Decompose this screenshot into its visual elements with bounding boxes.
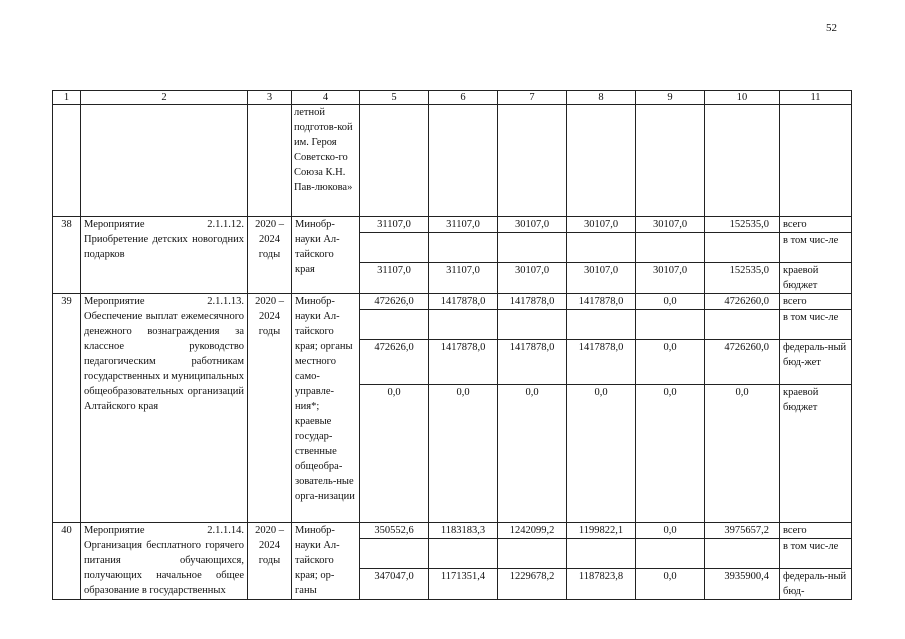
row-number: 39	[53, 294, 81, 523]
value-cell	[498, 539, 567, 569]
value-cell: 1417878,0	[429, 294, 498, 310]
source-cell: всего	[780, 523, 852, 539]
header-cell: 6	[429, 91, 498, 105]
source-cell: федераль-ный бюд-жет	[780, 340, 852, 385]
executor-cell: Минобр-науки Ал-тайского края	[292, 217, 360, 294]
header-cell: 3	[248, 91, 292, 105]
header-cell: 7	[498, 91, 567, 105]
value-cell: 1417878,0	[498, 340, 567, 385]
total-cell: 4726260,0	[705, 340, 780, 385]
value-cell: 0,0	[429, 385, 498, 523]
value-cell	[498, 310, 567, 340]
value-cell: 1417878,0	[567, 294, 636, 310]
table-cell	[498, 105, 567, 217]
header-row	[53, 91, 852, 105]
value-cell: 30107,0	[567, 217, 636, 233]
row-number: 40	[53, 523, 81, 600]
value-cell: 0,0	[636, 569, 705, 600]
value-cell: 30107,0	[498, 263, 567, 294]
header-cell: 1	[53, 91, 81, 105]
value-cell: 30107,0	[636, 217, 705, 233]
period-cell: 2020 – 2024 годы	[248, 523, 292, 600]
table-cell	[780, 105, 852, 217]
value-cell: 472626,0	[360, 294, 429, 310]
source-cell: всего	[780, 217, 852, 233]
source-cell: в том чис-ле	[780, 539, 852, 569]
executor-cell: Минобр-науки Ал-тайского края; ор-ганы	[292, 523, 360, 600]
table-cell	[636, 105, 705, 217]
table-cell	[81, 105, 248, 217]
value-cell	[636, 233, 705, 263]
value-cell	[567, 539, 636, 569]
value-cell: 31107,0	[360, 263, 429, 294]
value-cell: 1229678,2	[498, 569, 567, 600]
value-cell	[567, 310, 636, 340]
table-row	[53, 523, 852, 539]
total-cell: 0,0	[705, 385, 780, 523]
value-cell: 347047,0	[360, 569, 429, 600]
value-cell	[567, 233, 636, 263]
header-cell: 4	[292, 91, 360, 105]
table-row	[53, 294, 852, 310]
value-cell: 1183183,3	[429, 523, 498, 539]
budget-table	[52, 90, 852, 600]
value-cell: 31107,0	[360, 217, 429, 233]
value-cell: 1417878,0	[567, 340, 636, 385]
header-cell: 8	[567, 91, 636, 105]
value-cell: 1417878,0	[429, 340, 498, 385]
header-cell: 5	[360, 91, 429, 105]
value-cell: 0,0	[636, 385, 705, 523]
total-cell: 152535,0	[705, 217, 780, 233]
source-cell: краевой бюджет	[780, 385, 852, 523]
total-cell	[705, 539, 780, 569]
header-cell: 2	[81, 91, 248, 105]
value-cell: 31107,0	[429, 263, 498, 294]
value-cell	[636, 539, 705, 569]
header-cell: 11	[780, 91, 852, 105]
total-cell	[705, 310, 780, 340]
source-cell: краевой бюджет	[780, 263, 852, 294]
table-row	[53, 217, 852, 233]
value-cell: 0,0	[636, 340, 705, 385]
value-cell	[636, 310, 705, 340]
measure-title: Мероприятие 2.1.1.14. Организация бесплатного горячего питания обучающихся, получающих начальное общее образование в государственных	[81, 523, 248, 600]
value-cell: 0,0	[498, 385, 567, 523]
total-cell: 4726260,0	[705, 294, 780, 310]
total-cell: 152535,0	[705, 263, 780, 294]
table-cell	[705, 105, 780, 217]
continuation-row	[53, 105, 852, 217]
value-cell: 350552,6	[360, 523, 429, 539]
executor-cell: Минобр-науки Ал-тайского края; органы местного само-управле-ния*; краевые государ-ственные общеобра-зователь-ные орга-низации	[292, 294, 360, 523]
value-cell: 30107,0	[636, 263, 705, 294]
value-cell: 1242099,2	[498, 523, 567, 539]
value-cell: 1171351,4	[429, 569, 498, 600]
value-cell	[360, 233, 429, 263]
executor-cell: летной подготов-кой им. Героя Советско-го Союза К.Н. Пав-люкова»	[292, 105, 360, 217]
page-number: 52	[826, 22, 837, 34]
value-cell	[498, 233, 567, 263]
value-cell	[429, 310, 498, 340]
source-cell: в том чис-ле	[780, 310, 852, 340]
value-cell	[360, 310, 429, 340]
measure-title: Мероприятие 2.1.1.13. Обеспечение выплат ежемесячного денежного вознаграждения за классное руководство педагогическим работникам государственных и муниципальных общеобразовательных организаций Алтайского края	[81, 294, 248, 523]
value-cell: 1187823,8	[567, 569, 636, 600]
table-cell	[567, 105, 636, 217]
value-cell: 1417878,0	[498, 294, 567, 310]
table-cell	[53, 105, 81, 217]
value-cell: 1199822,1	[567, 523, 636, 539]
source-cell: всего	[780, 294, 852, 310]
value-cell: 30107,0	[567, 263, 636, 294]
value-cell: 0,0	[636, 523, 705, 539]
source-cell: федераль-ный бюд-	[780, 569, 852, 600]
header-cell: 10	[705, 91, 780, 105]
table-cell	[360, 105, 429, 217]
value-cell: 472626,0	[360, 340, 429, 385]
period-cell: 2020 – 2024 годы	[248, 217, 292, 294]
row-number: 38	[53, 217, 81, 294]
value-cell: 0,0	[567, 385, 636, 523]
value-cell: 0,0	[636, 294, 705, 310]
value-cell: 0,0	[360, 385, 429, 523]
total-cell	[705, 233, 780, 263]
value-cell: 30107,0	[498, 217, 567, 233]
value-cell: 31107,0	[429, 217, 498, 233]
table-cell	[429, 105, 498, 217]
value-cell	[360, 539, 429, 569]
table-cell	[248, 105, 292, 217]
total-cell: 3935900,4	[705, 569, 780, 600]
source-cell: в том чис-ле	[780, 233, 852, 263]
measure-title: Мероприятие 2.1.1.12. Приобретение детских новогодних подарков	[81, 217, 248, 294]
value-cell	[429, 233, 498, 263]
header-cell: 9	[636, 91, 705, 105]
period-cell: 2020 – 2024 годы	[248, 294, 292, 523]
total-cell: 3975657,2	[705, 523, 780, 539]
value-cell	[429, 539, 498, 569]
